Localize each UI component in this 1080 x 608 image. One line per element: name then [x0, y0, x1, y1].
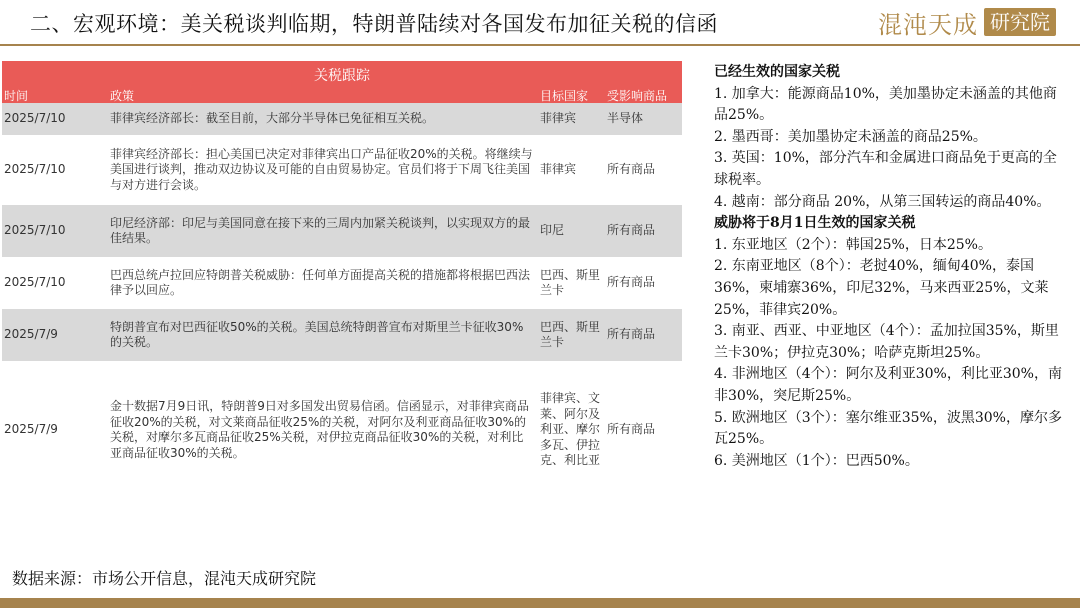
- row-policy: 菲律宾经济部长：截至目前，大部分半导体已免征相互关税。: [110, 111, 435, 126]
- header-date: 时间: [4, 89, 29, 103]
- threatened-tariff-item: 4. 非洲地区（4个）：阿尔及利亚30%，利比亚30%，南非30%，突尼斯25%。: [714, 366, 1062, 404]
- row-date: 2025/7/9: [4, 327, 58, 342]
- row-date: 2025/7/10: [4, 275, 66, 290]
- table-row: [2, 361, 682, 499]
- table-row: [2, 309, 682, 361]
- row-goods: 所有商品: [607, 422, 656, 437]
- row-country: 印尼: [540, 223, 565, 238]
- header-policy: 政策: [110, 89, 135, 103]
- threatened-tariff-item: 6. 美洲地区（1个）：巴西50%。: [714, 452, 919, 469]
- header-goods: 受影响商品: [607, 89, 668, 103]
- table-row: [2, 135, 682, 205]
- row-policy: 特朗普宣布对巴西征收50%的关税。美国总统特朗普宣布对斯里兰卡征收30%的关税。: [110, 319, 524, 349]
- table-header: [2, 61, 682, 103]
- row-country: 菲律宾: [540, 111, 577, 126]
- row-country: 菲律宾、文莱、阿尔及利亚、摩尔多瓦、伊拉克、利比亚: [540, 391, 601, 468]
- row-goods: 所有商品: [607, 327, 656, 342]
- threatened-tariff-item: 2. 东南亚地区（8个）：老挝40%，缅甸40%，泰国36%，柬埔寨36%，印尼32%，马来西亚25%，文莱25%，菲律宾20%。: [714, 258, 1049, 318]
- row-date: 2025/7/10: [4, 162, 66, 177]
- row-policy: 菲律宾经济部长：担心美国已决定对菲律宾出口产品征收20%的关税。将继续与美国进行谈判，推动双边协议及可能的自由贸易协定。官员们将于下周飞往美国与对方进行会谈。: [110, 146, 533, 192]
- effective-tariff-item: 3. 英国：10%，部分汽车和金属进口商品免于更高的全球税率。: [714, 150, 1057, 188]
- effective-tariff-item: 2. 墨西哥：美加墨协定未涵盖的商品25%。: [714, 128, 987, 145]
- table-row: [2, 205, 682, 257]
- effective-tariff-item: 1. 加拿大：能源商品10%，美加墨协定未涵盖的其他商品25%。: [714, 85, 1057, 124]
- row-policy: 金十数据7月9日讯，特朗普9日对多国发出贸易信函。信函显示，对菲律宾商品征收20%的关税，对文莱商品征收25%的关税，对阿尔及利亚商品征收30%的关税，对摩尔多瓦商品征收25%关税，对伊拉克商品征收30%的关税，对利比亚商品征收30%的关税。: [110, 399, 529, 460]
- row-date: 2025/7/10: [4, 223, 66, 238]
- title-divider: [0, 44, 1080, 46]
- footer-bar: [0, 598, 1080, 608]
- header-country: 目标国家: [540, 89, 589, 103]
- row-goods: 所有商品: [607, 162, 656, 177]
- row-date: 2025/7/9: [4, 422, 58, 437]
- row-country: 巴西、斯里兰卡: [540, 267, 601, 297]
- effective-tariffs-heading: 已经生效的国家关税: [714, 64, 840, 80]
- threatened-tariffs-heading: 威胁将于8月1日生效的国家关税: [714, 215, 916, 232]
- table-row: [2, 103, 682, 135]
- row-country: 菲律宾: [540, 162, 577, 177]
- row-policy: 巴西总统卢拉回应特朗普关税威胁：任何单方面提高关税的措施都将根据巴西法律予以回应。: [110, 267, 531, 297]
- threatened-tariff-item: 1. 东亚地区（2个）：韩国25%，日本25%。: [714, 236, 992, 253]
- logo-brush-text: 混沌天成: [878, 10, 978, 39]
- row-date: 2025/7/10: [4, 111, 66, 126]
- row-policy: 印尼经济部：印尼与美国同意在接下来的三周内加紧关税谈判，以实现双方的最佳结果。: [110, 215, 531, 245]
- table-row: [2, 257, 682, 309]
- threatened-tariff-item: 5. 欧洲地区（3个）：塞尔维亚35%，波黑30%，摩尔多瓦25%。: [714, 409, 1062, 448]
- data-source-note: 数据来源：市场公开信息，混沌天成研究院: [12, 569, 317, 588]
- row-goods: 所有商品: [607, 275, 656, 290]
- table-caption: 关税跟踪: [314, 68, 370, 84]
- tariff-summary-panel: [714, 62, 1064, 472]
- row-country: 巴西、斯里兰卡: [540, 319, 601, 349]
- effective-tariff-item: 4. 越南：部分商品 20%，从第三国转运的商品40%。: [714, 193, 1051, 210]
- row-goods: 所有商品: [607, 223, 656, 238]
- threatened-tariff-item: 3. 南亚、西亚、中亚地区（4个）：孟加拉国35%，斯里兰卡30%；伊拉克30%；哈萨克斯坦25%。: [714, 323, 1059, 361]
- logo-box-text: 研究院: [984, 8, 1056, 36]
- tariff-tracking-table: [2, 61, 682, 499]
- page-title: 二、宏观环境：美关税谈判临期，特朗普陆续对各国发布加征关税的信函: [30, 12, 718, 36]
- row-goods: 半导体: [607, 111, 644, 126]
- brand-logo: [878, 6, 1056, 38]
